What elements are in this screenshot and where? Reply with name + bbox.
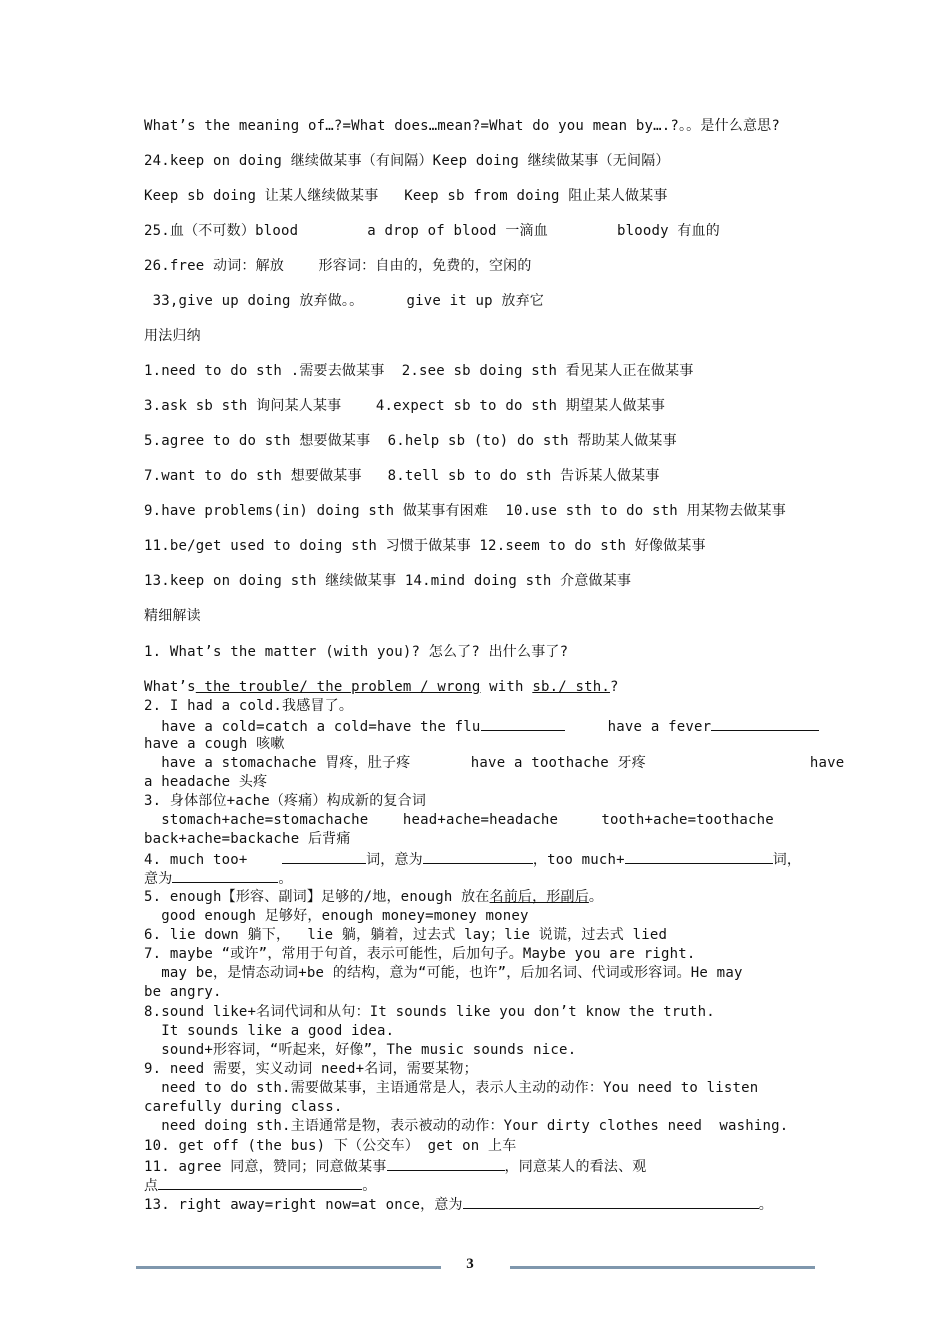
usage-line: 7.want to do sth 想要做某事 8.tell sb to do sth 告诉某人做某事 — [144, 468, 660, 484]
blank — [423, 849, 533, 864]
detail-item-4: 4. much too+ 词，意为 ，too much+ 词， — [144, 849, 801, 869]
detail-item-3: 3. 身体部位+ache（疼痛）构成新的复合词 — [144, 793, 427, 809]
backache-line: back+ache=backache 后背痛 — [144, 831, 351, 847]
enough-example: good enough 足够好，enough money=money money — [144, 908, 529, 924]
detail-item-7: 7. maybe “或许”，常用于句首，表示可能性，后加句子。Maybe you are right. — [144, 946, 696, 962]
detail-item-6: 6. lie down 躺下， lie 躺，躺着，过去式 lay；lie 说谎，过去式 lied — [144, 927, 668, 943]
detail-item-1: 1. What’s the matter (with you)? 怎么了? 出什么事了? — [144, 644, 569, 660]
headache-line: a headache 头疼 — [144, 774, 268, 790]
cold-line: have a cold=catch a cold=have the flu have a fever — [144, 716, 819, 736]
blank — [711, 716, 819, 731]
blank — [625, 849, 773, 864]
item-33-line: 33,give up doing 放弃做。。 give it up 放弃它 — [144, 293, 544, 309]
need-to-do-line: need to do sth.需要做某事，主语通常是人，表示人主动的动作：You need to listen — [144, 1080, 759, 1096]
blank — [387, 1156, 505, 1171]
meaning-line: What’s the meaning of…?=What does…mean?=What do you mean by….?。。是什么意思? — [144, 118, 781, 134]
detail-item-5: 5. enough【形容、副词】足够的/地，enough 放在名前后，形副后。 — [144, 889, 604, 905]
footer-rule-right — [510, 1266, 815, 1269]
detail-item-13: 13. right away=right now=at once，意为 。 — [144, 1194, 773, 1214]
stomachache-line: have a stomachache 胃疼，肚子疼 have a toothache 牙疼 have — [144, 755, 845, 771]
detail-item-10: 10. get off (the bus) 下（公交车） get on 上车 — [144, 1138, 517, 1154]
trouble-line: What’s the trouble/ the problem / wrong with sb./ sth.? — [144, 679, 619, 695]
sound-example: It sounds like a good idea. — [144, 1023, 395, 1039]
detail-item-11: 11. agree 同意，赞同；同意做某事 ，同意某人的看法、观 — [144, 1156, 647, 1176]
item-11-continued: 点 。 — [144, 1175, 376, 1195]
usage-line: 9.have problems(in) doing sth 做某事有困难 10.use sth to do sth 用某物去做某事 — [144, 503, 786, 519]
usage-line: 1.need to do sth .需要去做某事 2.see sb doing sth 看见某人正在做某事 — [144, 363, 694, 379]
usage-line: 5.agree to do sth 想要做某事 6.help sb (to) do sth 帮助某人做某事 — [144, 433, 677, 449]
usage-line: 11.be/get used to doing sth 习惯于做某事 12.seem to do sth 好像做某事 — [144, 538, 706, 554]
usage-line: 3.ask sb sth 询问某人某事 4.expect sb to do sth 期望某人做某事 — [144, 398, 666, 414]
blank — [463, 1194, 759, 1209]
footer-rule-left — [136, 1266, 441, 1269]
usage-line: 13.keep on doing sth 继续做某事 14.mind doing sth 介意做某事 — [144, 573, 632, 589]
may-be-example: be angry. — [144, 984, 222, 1000]
need-doing-line: need doing sth.主语通常是物，表示被动的动作：Your dirty clothes need washing. — [144, 1118, 789, 1134]
section-title-detail: 精细解读 — [144, 608, 201, 624]
item-24-line: 24.keep on doing 继续做某事（有间隔）Keep doing 继续做某事（无间隔） — [144, 153, 670, 169]
item-4-meaning: 意为 。 — [144, 868, 293, 888]
detail-item-2: 2. I had a cold.我感冒了。 — [144, 698, 354, 714]
need-to-do-example: carefully during class. — [144, 1099, 343, 1115]
item-25-line: 25.血（不可数）blood a drop of blood 一滴血 bloody 有血的 — [144, 223, 720, 239]
keep-sb-line: Keep sb doing 让某人继续做某事 Keep sb from doing 阻止某人做某事 — [144, 188, 668, 204]
blank — [481, 716, 565, 731]
may-be-line: may be，是情态动词+be 的结构，意为“可能，也许”，后加名词、代词或形容词。He may — [144, 965, 743, 981]
blank — [282, 849, 366, 864]
item-26-line: 26.free 动词：解放 形容词：自由的，免费的，空闲的 — [144, 258, 532, 274]
blank — [172, 868, 278, 883]
compound-line: stomach+ache=stomachache head+ache=headache tooth+ache=toothache — [144, 812, 774, 828]
detail-item-9: 9. need 需要，实义动词 need+名词，需要某物； — [144, 1061, 478, 1077]
page-number: 3 — [466, 1256, 474, 1272]
detail-item-8: 8.sound like+名词代词和从句：It sounds like you don’t know the truth. — [144, 1004, 715, 1020]
sound-adj-line: sound+形容词，“听起来，好像”，The music sounds nice. — [144, 1042, 577, 1058]
blank — [158, 1175, 362, 1190]
cough-line: have a cough 咳嗽 — [144, 736, 285, 752]
section-title-usage: 用法归纳 — [144, 328, 201, 344]
